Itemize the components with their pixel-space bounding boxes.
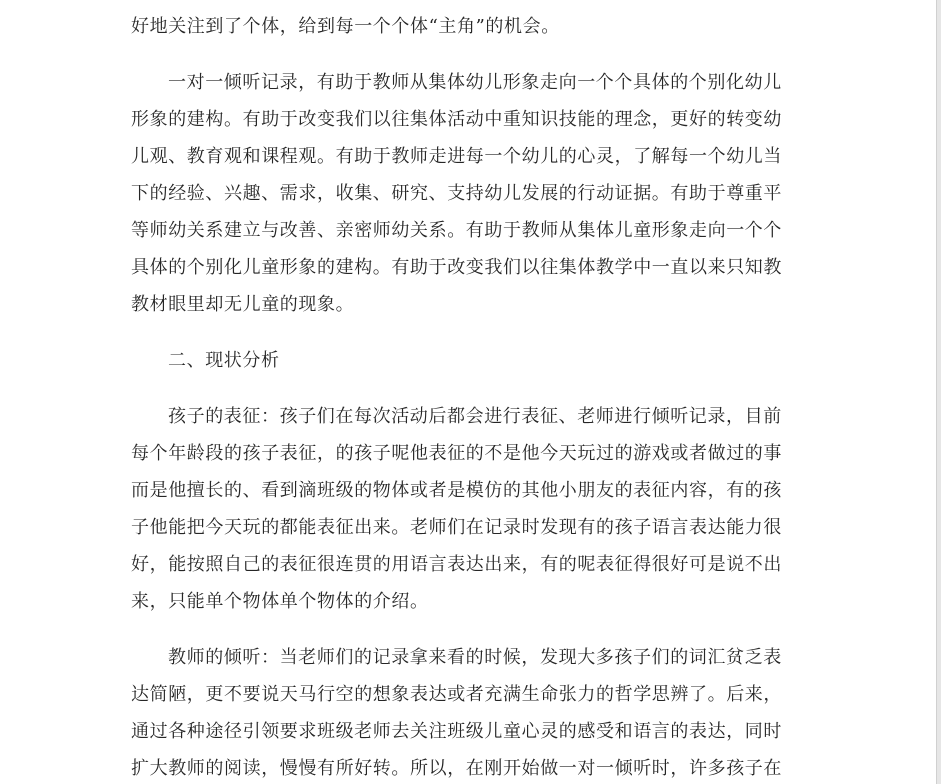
paragraph-3	[131, 398, 799, 620]
text-line: 通过各种途径引领要求班级老师去关注班级儿童心灵的感受和语言的表达，同时	[131, 721, 782, 742]
text-line: 孩子的表征：孩子们在每次活动后都会进行表征、老师进行倾听记录，目前	[168, 406, 782, 427]
text-line: 教师的倾听：当老师们的记录拿来看的时候，发现大多孩子们的词汇贫乏表	[168, 647, 782, 668]
text-line: 等师幼关系建立与改善、亲密师幼关系。有助于教师从集体儿童形象走向一个个	[131, 220, 782, 241]
text-line: 儿观、教育观和课程观。有助于教师走进每一个幼儿的心灵，了解每一个幼儿当	[131, 146, 782, 167]
text-line: 扩大教师的阅读，慢慢有所好转。所以，在刚开始做一对一倾听时，许多孩子在	[131, 758, 782, 779]
text-line: 形象的建构。有助于改变我们以往集体活动中重知识技能的理念，更好的转变幼	[131, 109, 782, 130]
text-line: 好地关注到了个体，给到每一个个体“主角”的机会。	[131, 16, 560, 37]
text-line: 子他能把今天玩的都能表征出来。老师们在记录时发现有的孩子语言表达能力很	[131, 517, 782, 538]
text-line: 每个年龄段的孩子表征，的孩子呢他表征的不是他今天玩过的游戏或者做过的事	[131, 443, 782, 464]
document-body	[131, 8, 799, 784]
paragraph-4	[131, 639, 799, 784]
paragraph-1-tail	[131, 8, 799, 45]
text-line: 教材眼里却无儿童的现象。	[131, 294, 355, 315]
paragraph-2	[131, 64, 799, 323]
text-line: 达简陋，更不要说天马行空的想象表达或者充满生命张力的哲学思辨了。后来，	[131, 684, 782, 705]
text-line: 来，只能单个物体单个物体的介绍。	[131, 591, 429, 612]
section-heading: 二、现状分析	[168, 350, 280, 371]
text-line: 一对一倾听记录，有助于教师从集体幼儿形象走向一个个具体的个别化幼儿	[168, 72, 782, 93]
text-line: 而是他擅长的、看到滴班级的物体或者是模仿的其他小朋友的表征内容，有的孩	[131, 480, 782, 501]
text-line: 好，能按照自己的表征很连贯的用语言表达出来，有的呢表征得很好可是说不出	[131, 554, 782, 575]
text-line: 下的经验、兴趣、需求，收集、研究、支持幼儿发展的行动证据。有助于尊重平	[131, 183, 782, 204]
page-edge-scrollbar[interactable]	[936, 0, 941, 784]
text-line: 具体的个别化儿童形象的建构。有助于改变我们以往集体教学中一直以来只知教	[131, 257, 782, 278]
